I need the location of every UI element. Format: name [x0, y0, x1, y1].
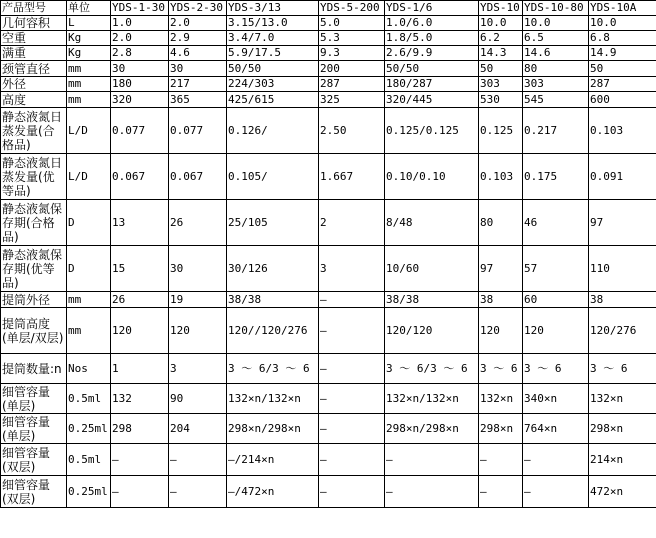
table-row — [1, 414, 656, 444]
table-row — [1, 476, 656, 508]
value-cell: 46 — [523, 200, 589, 246]
value-cell: 298×n/298×n — [385, 414, 479, 444]
value-cell: 80 — [523, 61, 589, 77]
value-cell: 50/50 — [227, 61, 319, 77]
value-cell: — — [385, 444, 479, 476]
value-cell: 425/615 — [227, 92, 319, 108]
value-cell: 4.6 — [169, 46, 227, 61]
value-cell: 120/276 — [589, 308, 656, 354]
row-label-cell: 细管容量(双层) — [1, 444, 67, 476]
value-cell: 5.9/17.5 — [227, 46, 319, 61]
value-cell: 0.175 — [523, 154, 589, 200]
row-label-cell: 提筒数量:n — [1, 354, 67, 384]
value-cell: — — [319, 476, 385, 508]
value-cell: 8/48 — [385, 200, 479, 246]
value-cell: 50 — [589, 61, 656, 77]
value-cell: 1.0/6.0 — [385, 16, 479, 31]
value-cell: — — [169, 444, 227, 476]
value-cell: 3 ～ 6/3 ～ 6 — [385, 354, 479, 384]
value-cell: 303 — [523, 77, 589, 92]
value-cell: 0.125/0.125 — [385, 108, 479, 154]
value-cell: 2.0 — [169, 16, 227, 31]
table-row — [1, 16, 656, 31]
row-label-cell: 静态液氮保存期(优等品) — [1, 246, 67, 292]
row-unit-cell: L/D — [67, 154, 111, 200]
value-cell: 50 — [479, 61, 523, 77]
value-cell: — — [319, 384, 385, 414]
table-row — [1, 444, 656, 476]
table-header-row — [1, 1, 656, 16]
value-cell: 2.8 — [111, 46, 169, 61]
value-cell: 180/287 — [385, 77, 479, 92]
table-row — [1, 46, 656, 61]
table-row — [1, 77, 656, 92]
value-cell: 1 — [111, 354, 169, 384]
header-cell-model-name: YDS-10A — [589, 1, 656, 16]
table-row — [1, 154, 656, 200]
value-cell: — — [319, 354, 385, 384]
value-cell: 0.067 — [169, 154, 227, 200]
value-cell: 3 ～ 6 — [479, 354, 523, 384]
row-unit-cell: L — [67, 16, 111, 31]
row-label-cell: 静态液氮日蒸发量(合格品) — [1, 108, 67, 154]
value-cell: 287 — [319, 77, 385, 92]
value-cell: 2.50 — [319, 108, 385, 154]
value-cell: 298×n — [589, 414, 656, 444]
row-unit-cell: 0.25ml — [67, 476, 111, 508]
value-cell: 25/105 — [227, 200, 319, 246]
value-cell: 3 ～ 6 — [589, 354, 656, 384]
value-cell: 0.125 — [479, 108, 523, 154]
value-cell: — — [111, 444, 169, 476]
value-cell: —/214×n — [227, 444, 319, 476]
value-cell: 15 — [111, 246, 169, 292]
value-cell: 38/38 — [227, 292, 319, 308]
row-label-cell: 空重 — [1, 31, 67, 46]
value-cell: 26 — [169, 200, 227, 246]
value-cell: 1.8/5.0 — [385, 31, 479, 46]
row-unit-cell: D — [67, 200, 111, 246]
value-cell: 1.0 — [111, 16, 169, 31]
value-cell: 6.2 — [479, 31, 523, 46]
row-unit-cell: Kg — [67, 31, 111, 46]
value-cell: 14.3 — [479, 46, 523, 61]
value-cell: 60 — [523, 292, 589, 308]
value-cell: — — [111, 476, 169, 508]
value-cell: 120 — [523, 308, 589, 354]
value-cell: 120//120/276 — [227, 308, 319, 354]
value-cell: 2.9 — [169, 31, 227, 46]
value-cell: 90 — [169, 384, 227, 414]
spec-table-body — [1, 1, 656, 508]
value-cell: — — [319, 414, 385, 444]
value-cell: 3.15/13.0 — [227, 16, 319, 31]
value-cell: 5.0 — [319, 16, 385, 31]
value-cell: 200 — [319, 61, 385, 77]
value-cell: 764×n — [523, 414, 589, 444]
value-cell: 110 — [589, 246, 656, 292]
value-cell: — — [523, 444, 589, 476]
table-row — [1, 384, 656, 414]
table-row — [1, 246, 656, 292]
value-cell: 30 — [169, 246, 227, 292]
value-cell: 80 — [479, 200, 523, 246]
value-cell: 530 — [479, 92, 523, 108]
header-cell-model: 产品型号 — [1, 1, 67, 16]
value-cell: 97 — [589, 200, 656, 246]
value-cell: 120/120 — [385, 308, 479, 354]
value-cell: 1.667 — [319, 154, 385, 200]
table-row — [1, 200, 656, 246]
value-cell: 600 — [589, 92, 656, 108]
row-unit-cell: mm — [67, 92, 111, 108]
row-unit-cell: L/D — [67, 108, 111, 154]
value-cell: 365 — [169, 92, 227, 108]
value-cell: 30 — [111, 61, 169, 77]
value-cell: 545 — [523, 92, 589, 108]
row-unit-cell: 0.5ml — [67, 384, 111, 414]
row-label-cell: 静态液氮保存期(合格品) — [1, 200, 67, 246]
row-unit-cell: mm — [67, 77, 111, 92]
value-cell: 6.8 — [589, 31, 656, 46]
value-cell: — — [319, 444, 385, 476]
value-cell: 320/445 — [385, 92, 479, 108]
value-cell: 325 — [319, 92, 385, 108]
header-cell-unit: 单位 — [67, 1, 111, 16]
value-cell: — — [385, 476, 479, 508]
row-label-cell: 满重 — [1, 46, 67, 61]
table-row — [1, 92, 656, 108]
value-cell: 10.0 — [479, 16, 523, 31]
value-cell: 38 — [479, 292, 523, 308]
row-label-cell: 细管容量(双层) — [1, 476, 67, 508]
value-cell: 298×n — [479, 414, 523, 444]
value-cell: 2.0 — [111, 31, 169, 46]
value-cell: 214×n — [589, 444, 656, 476]
value-cell: 14.9 — [589, 46, 656, 61]
row-unit-cell: 0.5ml — [67, 444, 111, 476]
value-cell: 0.217 — [523, 108, 589, 154]
header-cell-model-name: YDS-3/13 — [227, 1, 319, 16]
value-cell: 0.105/ — [227, 154, 319, 200]
value-cell: 0.126/ — [227, 108, 319, 154]
value-cell: 2 — [319, 200, 385, 246]
table-row — [1, 308, 656, 354]
value-cell: — — [319, 292, 385, 308]
value-cell: 340×n — [523, 384, 589, 414]
value-cell: 3 — [319, 246, 385, 292]
row-label-cell: 几何容积 — [1, 16, 67, 31]
value-cell: 19 — [169, 292, 227, 308]
header-cell-model-name: YDS-10-80 — [523, 1, 589, 16]
value-cell: 0.077 — [169, 108, 227, 154]
row-unit-cell: 0.25ml — [67, 414, 111, 444]
value-cell: 13 — [111, 200, 169, 246]
header-cell-model-name: YDS-1-30 — [111, 1, 169, 16]
value-cell: 217 — [169, 77, 227, 92]
row-unit-cell: mm — [67, 61, 111, 77]
value-cell: 204 — [169, 414, 227, 444]
value-cell: — — [479, 444, 523, 476]
value-cell: —/472×n — [227, 476, 319, 508]
value-cell: 38/38 — [385, 292, 479, 308]
value-cell: 5.3 — [319, 31, 385, 46]
row-label-cell: 高度 — [1, 92, 67, 108]
row-unit-cell: mm — [67, 292, 111, 308]
value-cell: 132×n — [479, 384, 523, 414]
row-label-cell: 细管容量(单层) — [1, 384, 67, 414]
row-label-cell: 外径 — [1, 77, 67, 92]
table-row — [1, 31, 656, 46]
value-cell: — — [319, 308, 385, 354]
value-cell: 10/60 — [385, 246, 479, 292]
value-cell: 14.6 — [523, 46, 589, 61]
value-cell: 0.103 — [589, 108, 656, 154]
row-unit-cell: Nos — [67, 354, 111, 384]
table-row — [1, 292, 656, 308]
value-cell: 6.5 — [523, 31, 589, 46]
value-cell: 120 — [169, 308, 227, 354]
value-cell: 97 — [479, 246, 523, 292]
header-cell-model-name: YDS-1/6 — [385, 1, 479, 16]
value-cell: 0.067 — [111, 154, 169, 200]
value-cell: 224/303 — [227, 77, 319, 92]
row-label-cell: 提筒外径 — [1, 292, 67, 308]
value-cell: 50/50 — [385, 61, 479, 77]
value-cell: 9.3 — [319, 46, 385, 61]
row-unit-cell: mm — [67, 308, 111, 354]
row-label-cell: 静态液氮日蒸发量(优等品) — [1, 154, 67, 200]
value-cell: 132×n/132×n — [227, 384, 319, 414]
value-cell: 3 ～ 6 — [523, 354, 589, 384]
value-cell: 38 — [589, 292, 656, 308]
row-label-cell: 提筒高度(单层/双层) — [1, 308, 67, 354]
row-label-cell: 细管容量(单层) — [1, 414, 67, 444]
value-cell: 287 — [589, 77, 656, 92]
table-row — [1, 108, 656, 154]
value-cell: 132 — [111, 384, 169, 414]
header-cell-model-name: YDS-5-200 — [319, 1, 385, 16]
row-label-cell: 颈管直径 — [1, 61, 67, 77]
value-cell: 132×n — [589, 384, 656, 414]
value-cell: 30 — [169, 61, 227, 77]
value-cell: 10.0 — [589, 16, 656, 31]
value-cell: 0.077 — [111, 108, 169, 154]
value-cell: 320 — [111, 92, 169, 108]
row-unit-cell: D — [67, 246, 111, 292]
table-row — [1, 61, 656, 77]
value-cell: — — [479, 476, 523, 508]
value-cell: 3.4/7.0 — [227, 31, 319, 46]
table-row — [1, 354, 656, 384]
value-cell: 0.103 — [479, 154, 523, 200]
value-cell: — — [523, 476, 589, 508]
value-cell: 3 ～ 6/3 ～ 6 — [227, 354, 319, 384]
value-cell: 132×n/132×n — [385, 384, 479, 414]
value-cell: 3 — [169, 354, 227, 384]
row-unit-cell: Kg — [67, 46, 111, 61]
value-cell: 57 — [523, 246, 589, 292]
header-cell-model-name: YDS-2-30 — [169, 1, 227, 16]
header-cell-model-name: YDS-10 — [479, 1, 523, 16]
value-cell: 30/126 — [227, 246, 319, 292]
value-cell: 303 — [479, 77, 523, 92]
value-cell: 120 — [479, 308, 523, 354]
value-cell: 0.10/0.10 — [385, 154, 479, 200]
value-cell: 120 — [111, 308, 169, 354]
value-cell: 26 — [111, 292, 169, 308]
value-cell: 10.0 — [523, 16, 589, 31]
value-cell: 2.6/9.9 — [385, 46, 479, 61]
value-cell: 0.091 — [589, 154, 656, 200]
value-cell: 298 — [111, 414, 169, 444]
value-cell: — — [169, 476, 227, 508]
value-cell: 472×n — [589, 476, 656, 508]
value-cell: 298×n/298×n — [227, 414, 319, 444]
value-cell: 180 — [111, 77, 169, 92]
